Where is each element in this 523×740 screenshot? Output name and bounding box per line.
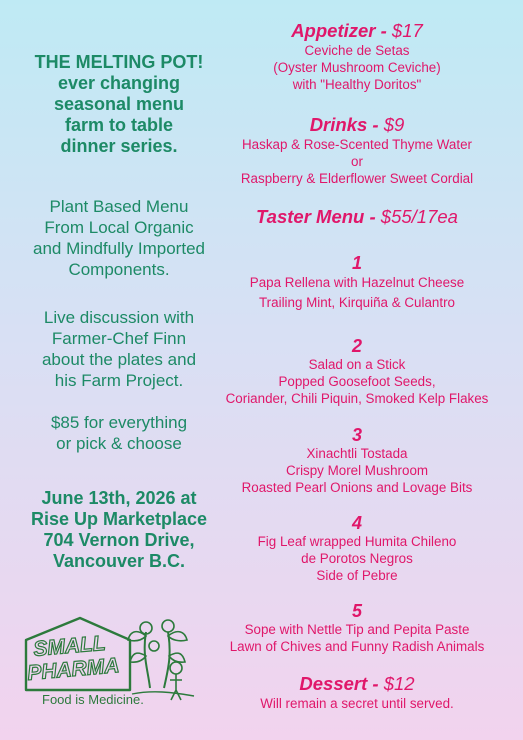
course-3 xyxy=(204,425,510,496)
discussion-line: his Farm Project. xyxy=(54,371,184,390)
discussion-line: Live discussion with xyxy=(43,308,195,327)
discussion-line: Farmer-Chef Finn xyxy=(51,329,187,348)
course-2 xyxy=(204,336,510,407)
appetizer-line: with "Healthy Doritos" xyxy=(292,77,422,92)
dessert-heading xyxy=(204,673,510,695)
drinks-line: Raspberry & Elderflower Sweet Cordial xyxy=(240,171,474,186)
taster-section xyxy=(204,206,510,228)
dessert-line: Will remain a secret until served. xyxy=(260,696,454,711)
event-title: THE MELTING POT! xyxy=(34,52,204,72)
course-line: Coriander, Chili Piquin, Smoked Kelp Flakes xyxy=(225,391,489,406)
taster-price: $55/17ea xyxy=(380,206,458,227)
event-venue: Rise Up Marketplace xyxy=(30,509,208,529)
course-line: Lawn of Chives and Funny Radish Animals xyxy=(229,639,485,654)
event-city: Vancouver B.C. xyxy=(52,551,186,571)
intro-block xyxy=(0,52,238,157)
drinks-heading xyxy=(204,114,510,136)
course-line: de Porotos Negros xyxy=(301,551,413,566)
course-line: Popped Goosefoot Seeds, xyxy=(278,374,436,389)
logo-wordmark-top: SMALL xyxy=(32,631,107,661)
event-details-block xyxy=(0,488,238,572)
course-line: Fig Leaf wrapped Humita Chileno xyxy=(257,534,457,549)
drinks-title: Drinks - xyxy=(309,114,384,135)
course-number: 5 xyxy=(351,601,362,621)
discussion-line: about the plates and xyxy=(41,350,197,369)
plant-based-line: Components. xyxy=(68,260,170,279)
logo-wordmark-bottom: PHARMA xyxy=(26,654,121,685)
course-number: 2 xyxy=(351,336,362,356)
plant-based-block xyxy=(0,196,238,280)
taster-title: Taster Menu - xyxy=(256,206,381,227)
appetizer-title: Appetizer - xyxy=(291,20,392,41)
intro-line: dinner series. xyxy=(60,136,178,156)
course-number: 4 xyxy=(351,513,362,533)
dessert-price: $12 xyxy=(383,673,415,694)
dessert-section xyxy=(204,673,510,712)
course-number: 3 xyxy=(351,425,362,445)
course-5 xyxy=(204,601,510,655)
event-date: June 13th, 2026 at xyxy=(41,488,197,508)
course-line: Salad on a Stick xyxy=(308,357,406,372)
pricing-block xyxy=(0,412,238,454)
course-1 xyxy=(204,253,510,313)
course-number: 1 xyxy=(351,253,362,273)
course-line: Side of Pebre xyxy=(316,568,398,583)
intro-line: ever changing xyxy=(57,73,181,93)
appetizer-line: (Oyster Mushroom Ceviche) xyxy=(273,60,441,75)
intro-line: seasonal menu xyxy=(53,94,185,114)
event-address: 704 Vernon Drive, xyxy=(43,530,195,550)
course-line: Sope with Nettle Tip and Pepita Paste xyxy=(244,622,470,637)
drinks-line: or xyxy=(351,154,363,169)
logo-tagline: Food is Medicine. xyxy=(42,692,144,707)
appetizer-price: $17 xyxy=(391,20,423,41)
course-4 xyxy=(204,513,510,584)
intro-line: farm to table xyxy=(64,115,174,135)
course-line: Papa Rellena with Hazelnut Cheese xyxy=(249,275,465,290)
pricing-line: or pick & choose xyxy=(56,434,182,453)
discussion-block xyxy=(0,307,238,391)
drinks-price: $9 xyxy=(383,114,405,135)
taster-heading xyxy=(204,206,510,228)
plant-based-line: and Mindfully Imported xyxy=(33,239,205,258)
plant-based-line: From Local Organic xyxy=(44,218,194,237)
course-line: Roasted Pearl Onions and Lovage Bits xyxy=(241,480,473,495)
dessert-title: Dessert - xyxy=(299,673,384,694)
appetizer-line: Ceviche de Setas xyxy=(304,43,410,58)
drinks-section xyxy=(204,114,510,187)
course-line: Crispy Morel Mushroom xyxy=(285,463,429,478)
pricing-line: $85 for everything xyxy=(50,413,188,432)
plant-based-line: Plant Based Menu xyxy=(49,197,189,216)
course-line: Xinachtli Tostada xyxy=(306,446,408,461)
drinks-line: Haskap & Rose-Scented Thyme Water xyxy=(242,137,472,152)
appetizer-heading xyxy=(204,20,510,42)
appetizer-section xyxy=(204,20,510,93)
course-line: Trailing Mint, Kirquiña & Culantro xyxy=(259,295,455,310)
